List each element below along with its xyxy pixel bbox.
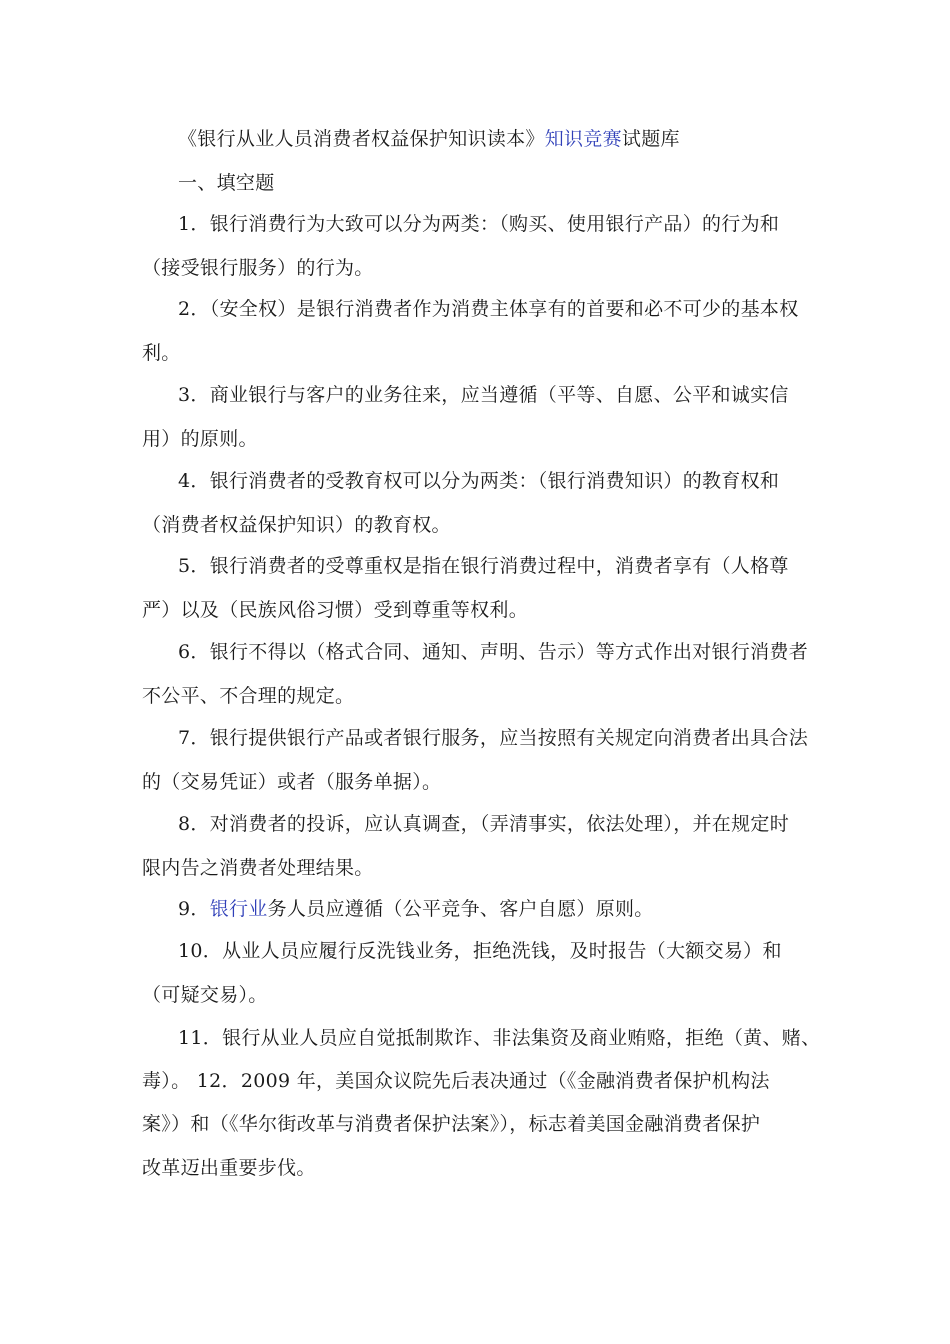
- title-link[interactable]: 知识竞赛: [544, 128, 622, 150]
- text-line: 3．商业银行与客户的业务往来，应当遵循（平等、自愿、公平和诚实信: [178, 384, 789, 406]
- text-line: 4．银行消费者的受教育权可以分为两类：（银行消费知识）的教育权和: [178, 470, 780, 492]
- text-line: 案》）和（《华尔街改革与消费者保护法案》），标志着美国金融消费者保护: [142, 1113, 761, 1135]
- text-line: 用）的原则。: [142, 428, 258, 450]
- text-line: 限内告之消费者处理结果。: [142, 857, 374, 879]
- text-line: （消费者权益保护知识）的教育权。: [142, 514, 451, 536]
- text-line: 改革迈出重要步伐。: [142, 1157, 316, 1179]
- text-line: 10．从业人员应履行反洗钱业务，拒绝洗钱，及时报告（大额交易）和: [178, 940, 782, 962]
- text-line: 的（交易凭证）或者（服务单据）。: [142, 771, 442, 793]
- section-heading: 一、填空题: [178, 172, 275, 194]
- document-title: [178, 127, 680, 151]
- q9-link[interactable]: 银行业: [209, 898, 268, 920]
- text-line: 利。: [142, 342, 181, 364]
- text-line: 1．银行消费行为大致可以分为两类：（购买、使用银行产品）的行为和: [178, 213, 780, 235]
- text-line: 8．对消费者的投诉，应认真调查，（弄清事实，依法处理），并在规定时: [178, 813, 789, 835]
- text-line: 11．银行从业人员应自觉抵制欺诈、非法集资及商业贿赂，拒绝（黄、赌、: [178, 1027, 821, 1049]
- text-line: 6．银行不得以（格式合同、通知、声明、告示）等方式作出对银行消费者: [178, 641, 808, 663]
- text-line: 严）以及（民族风俗习惯）受到尊重等权利。: [142, 599, 529, 621]
- text-line: 不公平、不合理的规定。: [142, 685, 355, 707]
- title-prefix: 《银行从业人员消费者权益保护知识读本》: [178, 128, 545, 150]
- text-line: 毒）。 12．2009 年，美国众议院先后表决通过（《金融消费者保护机构法: [142, 1070, 770, 1092]
- text-line: 5．银行消费者的受尊重权是指在银行消费过程中，消费者享有（人格尊: [178, 555, 789, 577]
- text-line: 2．（安全权）是银行消费者作为消费主体享有的首要和必不可少的基本权: [178, 298, 799, 320]
- text-line: 7．银行提供银行产品或者银行服务，应当按照有关规定向消费者出具合法: [178, 727, 808, 749]
- title-suffix: 试题库: [621, 128, 680, 150]
- question-9: [178, 897, 654, 921]
- text-line: （接受银行服务）的行为。: [142, 257, 374, 279]
- text-line: （可疑交易）。: [142, 984, 268, 1006]
- q9-rest: 务人员应遵循（公平竞争、客户自愿）原则。: [267, 898, 654, 920]
- q9-number: 9．: [178, 898, 210, 920]
